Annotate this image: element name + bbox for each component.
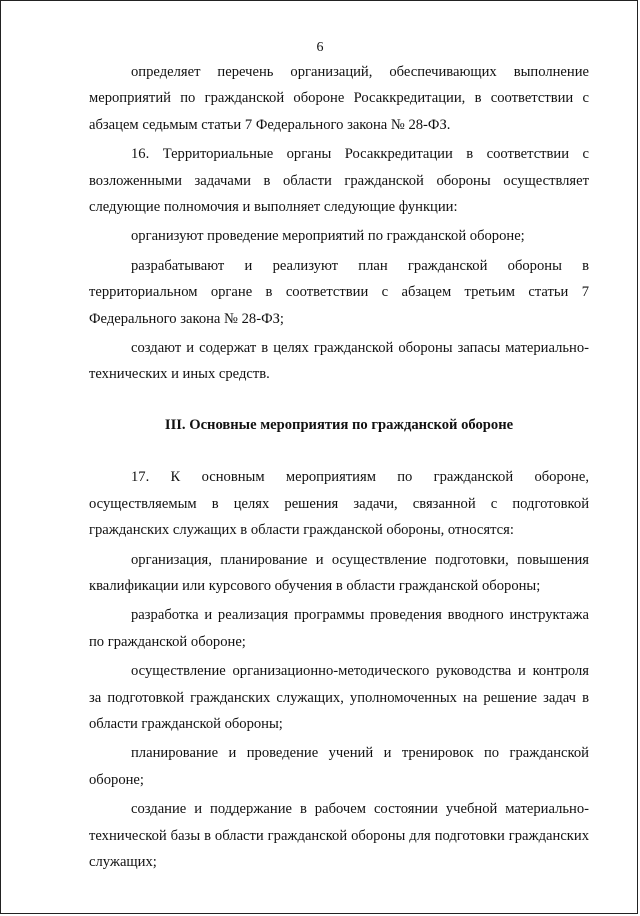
paragraph: создание и поддержание в рабочем состоянии учебной материально-технической базы в области гражданской обороны для подготовки гражданских служащих; (89, 801, 589, 870)
paragraph: разработка и реализация программы проведения вводного инструктажа по гражданской обороне; (89, 607, 589, 650)
paragraph: осуществление организационно-методического руководства и контроля за подготовкой гражданских служащих, уполномоченных на решение задач в области гражданской обороны; (89, 663, 589, 732)
document-body (89, 59, 589, 878)
paragraph: организуют проведение мероприятий по гражданской обороне; (131, 228, 525, 245)
page-number: 6 (316, 40, 324, 55)
paragraph: разрабатывают и реализуют план гражданской обороны в территориальном органе в соответствии с абзацем третьим статьи 7 Федерального закона № 28-ФЗ; (89, 257, 589, 327)
section-heading: III. Основные мероприятия по гражданской обороне (164, 416, 514, 433)
paragraph: планирование и проведение учений и тренировок по гражданской обороне; (89, 745, 589, 788)
paragraph: организация, планирование и осуществление подготовки, повышения квалификации или курсового обучения в области гражданской обороны; (89, 551, 589, 594)
paragraph: определяет перечень организаций, обеспечивающих выполнение мероприятий по гражданской обороне Росаккредитации, в соответствии с абзацем седьмым статьи 7 Федерального закона № 28-ФЗ. (89, 64, 589, 133)
paragraph: создают и содержат в целях гражданской обороны запасы материально-технических и иных средств. (89, 340, 589, 383)
paragraph: 17. К основным мероприятиям по гражданской обороне, осуществляемым в целях решения задачи, связанной с подготовкой гражданских служащих в области гражданской обороны, относятся: (89, 469, 589, 539)
paragraph: 16. Территориальные органы Росаккредитации в соответствии с возложенными задачами в области гражданской обороны осуществляет следующие полномочия и выполняет следующие функции: (89, 146, 589, 216)
